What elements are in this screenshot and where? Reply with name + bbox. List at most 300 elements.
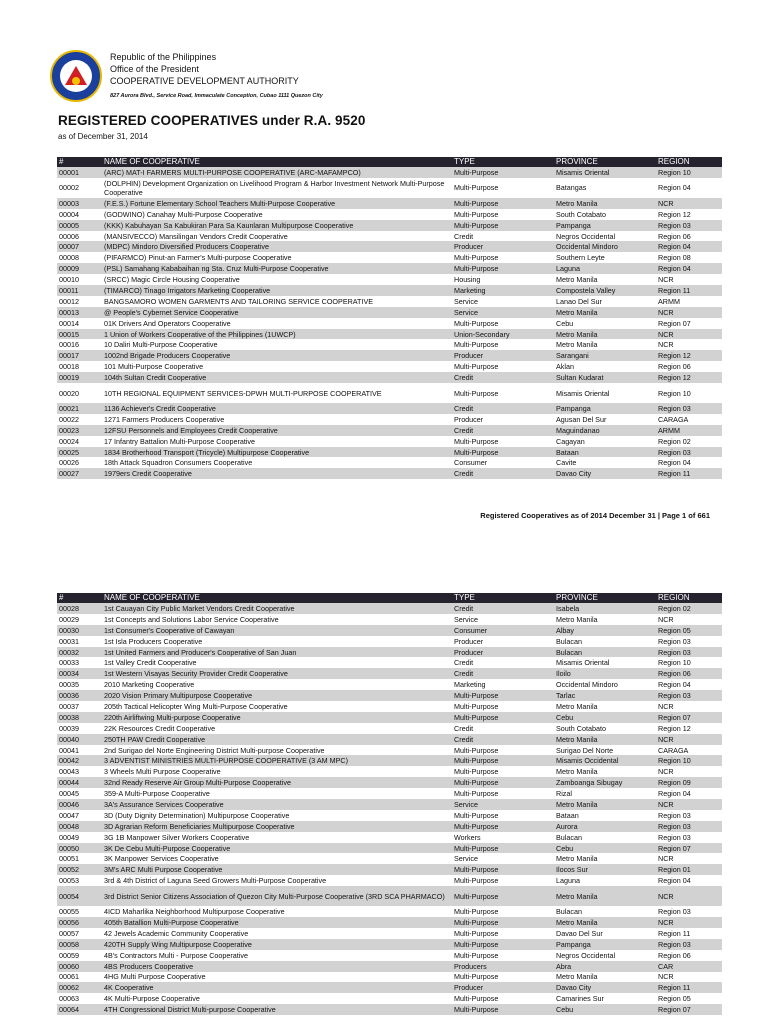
cell-number: 00063 xyxy=(59,994,79,1004)
cell-number: 00009 xyxy=(57,263,102,274)
cell-name: 3rd & 4th District of Laguna Seed Growers Multi-Purpose Cooperative xyxy=(104,876,327,886)
cell-type: Multi-Purpose xyxy=(454,907,499,917)
table-row xyxy=(57,972,722,983)
cell-name: 250TH PAW Credit Cooperative xyxy=(102,734,452,745)
cell-name: 104th Sultan Credit Cooperative xyxy=(102,372,452,383)
cell-region: Region 02 xyxy=(658,436,691,446)
cell-number: 00032 xyxy=(57,647,102,658)
cell-province: Camarines Sur xyxy=(556,994,604,1004)
cell-name: 1st Valley Credit Cooperative xyxy=(104,658,197,668)
cell-province: Ilocos Sur xyxy=(554,864,656,875)
cell-province: Aurora xyxy=(554,821,656,832)
cell-type: Multi-Purpose xyxy=(452,939,554,950)
table-row xyxy=(57,231,722,242)
cell-name: 3K Manpower Services Cooperative xyxy=(104,854,219,864)
table-row xyxy=(57,853,722,864)
cell-province: Batangas xyxy=(556,183,587,193)
cell-type: Multi-Purpose xyxy=(454,745,499,755)
cell-number: 00025 xyxy=(57,447,102,458)
cell-region: Region 06 xyxy=(658,231,691,241)
cell-name: 3 Wheels Multi Purpose Cooperative xyxy=(104,767,221,777)
cell-name: 1002nd Brigade Producers Cooperative xyxy=(102,350,452,361)
cell-name: 1271 Farmers Producers Cooperative xyxy=(104,414,225,424)
cell-type: Multi-Purpose xyxy=(452,447,554,458)
cell-province: Metro Manila xyxy=(554,329,656,340)
table-row xyxy=(57,468,722,479)
cell-number: 00041 xyxy=(59,745,79,755)
cell-type: Credit xyxy=(454,723,474,733)
table-row xyxy=(57,209,722,220)
cell-region: CARAGA xyxy=(658,414,689,424)
page-footer: Registered Cooperatives as of 2014 December 31 | Page 1 of 661 xyxy=(480,511,710,520)
cell-number: 00043 xyxy=(59,767,79,777)
cell-name: (TIMARCO) Tinago Irrigators Marketing Cooperative xyxy=(102,285,452,296)
cell-name: 220th Airliftwing Multi-purpose Cooperative xyxy=(102,712,452,723)
cell-type: Multi-Purpose xyxy=(452,690,554,701)
letterhead xyxy=(110,51,323,102)
table-row xyxy=(57,701,722,712)
cell-name: 3D (Duty Dignity Determination) Multipurpose Cooperative xyxy=(104,810,290,820)
cda-seal-logo xyxy=(50,50,102,102)
cell-region: Region 09 xyxy=(656,777,722,788)
cell-name: 1st Cauayan City Public Market Vendors Credit Cooperative xyxy=(102,603,452,614)
cell-region: Region 05 xyxy=(656,625,722,636)
cell-number: 00056 xyxy=(57,917,102,928)
cell-region: Region 03 xyxy=(658,636,691,646)
table-row xyxy=(57,745,722,756)
cell-name: 3K De Cebu Multi-Purpose Cooperative xyxy=(102,843,452,854)
cell-number: 00046 xyxy=(57,799,102,810)
cell-province: Isabela xyxy=(554,603,656,614)
table-header-row xyxy=(57,593,722,603)
cell-region: NCR xyxy=(656,198,722,209)
cell-number: 00010 xyxy=(59,275,79,285)
table-row xyxy=(57,339,722,350)
cell-province: Metro Manila xyxy=(554,198,656,209)
cell-region: Region 08 xyxy=(658,253,691,263)
cell-type: Workers xyxy=(454,832,481,842)
cell-type: Multi-Purpose xyxy=(452,263,554,274)
cell-province: Pampanga xyxy=(554,220,656,231)
table-row xyxy=(57,712,722,723)
cell-type: Multi-Purpose xyxy=(452,821,554,832)
cell-province: Laguna xyxy=(556,876,580,886)
cell-name: 4BS Producers Cooperative xyxy=(102,961,452,972)
cell-name: 3 ADVENTIST MINISTRIES MULTI-PURPOSE COOPERATIVE (3 AM MPC) xyxy=(102,755,452,766)
cell-province: Metro Manila xyxy=(556,614,598,624)
table-row xyxy=(57,939,722,950)
table-row xyxy=(57,906,722,917)
cell-name: 18th Attack Squadron Consumers Cooperative xyxy=(104,458,253,468)
cell-number: 00037 xyxy=(59,701,79,711)
cell-region: NCR xyxy=(658,972,674,982)
cell-name: 17 Infantry Battalion Multi-Purpose Cooperative xyxy=(104,436,256,446)
cell-type: Multi-Purpose xyxy=(452,167,554,178)
table-row xyxy=(57,723,722,734)
cell-province: Metro Manila xyxy=(554,886,656,906)
cell-region: Region 03 xyxy=(658,810,691,820)
cell-province: Zamboanga Sibugay xyxy=(554,777,656,788)
cell-type: Housing xyxy=(454,275,481,285)
cell-type: Multi-Purpose xyxy=(452,198,554,209)
cell-number: 00054 xyxy=(57,886,102,906)
col-header-province: PROVINCE xyxy=(554,593,656,603)
cell-type: Multi-Purpose xyxy=(454,701,499,711)
table-row xyxy=(57,198,722,209)
cell-region: Region 03 xyxy=(658,907,691,917)
cell-type: Multi-Purpose xyxy=(452,755,554,766)
cell-region: Region 07 xyxy=(658,318,691,328)
cell-name: 3rd District Senior Citizens Association of Quezon City Multi-Purpose Cooperative (3RD SCA PHARMACO) xyxy=(102,886,452,906)
table-row xyxy=(57,274,722,285)
cell-name: 1834 Brotherhood Transport (Tricycle) Multipurpose Cooperative xyxy=(102,447,452,458)
cell-region: Region 04 xyxy=(658,680,691,690)
cell-name: 22K Resources Credit Cooperative xyxy=(104,723,216,733)
cell-number: 00002 xyxy=(59,183,79,193)
col-header-number: # xyxy=(57,157,102,167)
cell-type: Multi-Purpose xyxy=(454,209,499,219)
cell-number: 00029 xyxy=(59,614,79,624)
cell-name: 205th Tactical Helicopter Wing Multi-Purpose Cooperative xyxy=(104,701,288,711)
cell-number: 00016 xyxy=(59,340,79,350)
cell-type: Multi-Purpose xyxy=(454,362,499,372)
cell-type: Multi-Purpose xyxy=(454,950,499,960)
cell-number: 00011 xyxy=(57,285,102,296)
cell-province: Metro Manila xyxy=(554,917,656,928)
table-row xyxy=(57,647,722,658)
cell-type: Multi-Purpose xyxy=(452,712,554,723)
cell-number: 00042 xyxy=(57,755,102,766)
cell-region: Region 02 xyxy=(656,603,722,614)
table-row xyxy=(57,372,722,383)
table-row xyxy=(57,220,722,231)
cell-type: Consumer xyxy=(454,458,488,468)
table-row xyxy=(57,734,722,745)
table-row xyxy=(57,864,722,875)
cell-province: Bulacan xyxy=(556,907,582,917)
cell-name: 101 Multi-Purpose Cooperative xyxy=(104,362,204,372)
table-row xyxy=(57,383,722,403)
cell-name: BANGSAMORO WOMEN GARMENTS AND TAILORING SERVICE COOPERATIVE xyxy=(104,296,374,306)
cell-province: South Cotabato xyxy=(556,723,606,733)
cell-type: Service xyxy=(452,307,554,318)
cell-region: Region 10 xyxy=(656,167,722,178)
cell-number: 00033 xyxy=(59,658,79,668)
cell-type: Union-Secondary xyxy=(452,329,554,340)
cell-number: 00057 xyxy=(59,928,79,938)
cell-province: Southern Leyte xyxy=(556,253,605,263)
cell-name: 4B's Contractors Multi - Purpose Cooperative xyxy=(104,950,248,960)
cell-type: Multi-Purpose xyxy=(454,789,499,799)
cell-region: Region 12 xyxy=(656,350,722,361)
table-row xyxy=(57,436,722,447)
cell-province: Davao City xyxy=(554,982,656,993)
table-row xyxy=(57,961,722,972)
cell-province: Misamis Oriental xyxy=(556,388,610,398)
cell-name: 1 Union of Workers Cooperative of the Philippines (1UWCP) xyxy=(102,329,452,340)
cell-type: Multi-Purpose xyxy=(454,318,499,328)
table-header-row xyxy=(57,157,722,167)
cell-name: 1st Concepts and Solutions Labor Service Cooperative xyxy=(104,614,279,624)
cell-region: NCR xyxy=(656,329,722,340)
cell-name: 4K Multi-Purpose Cooperative xyxy=(104,994,200,1004)
cell-region: Region 03 xyxy=(656,690,722,701)
table-row xyxy=(57,657,722,668)
cell-region: Region 04 xyxy=(658,876,691,886)
cell-province: Cagayan xyxy=(556,436,585,446)
cell-name: 10TH REGIONAL EQUIPMENT SERVICES-DPWH MULTI-PURPOSE COOPERATIVE xyxy=(104,388,382,398)
cell-number: 00008 xyxy=(59,253,79,263)
cell-name: 1st Consumer's Cooperative of Cawayan xyxy=(102,625,452,636)
as-of-date: as of December 31, 2014 xyxy=(58,132,148,141)
cell-region: Region 10 xyxy=(658,658,691,668)
cell-number: 00036 xyxy=(57,690,102,701)
cell-type: Marketing xyxy=(452,285,554,296)
col-header-type: TYPE xyxy=(452,157,554,167)
cell-type: Credit xyxy=(452,372,554,383)
cell-number: 00049 xyxy=(59,832,79,842)
letterhead-line-3: COOPERATIVE DEVELOPMENT AUTHORITY xyxy=(110,76,299,86)
cell-name: (MANSIVECCO) Mansilingan Vendors Credit Cooperative xyxy=(104,231,288,241)
cell-region: NCR xyxy=(658,701,674,711)
cell-province: South Cotabato xyxy=(556,209,606,219)
cell-region: Region 12 xyxy=(658,723,691,733)
cell-province: Bulacan xyxy=(556,636,582,646)
cell-type: Multi-Purpose xyxy=(452,886,554,906)
table-row xyxy=(57,457,722,468)
table-row xyxy=(57,307,722,318)
cell-type: Credit xyxy=(454,231,474,241)
cell-number: 00050 xyxy=(57,843,102,854)
cell-number: 00006 xyxy=(59,231,79,241)
cell-number: 00018 xyxy=(59,362,79,372)
cell-name: 1st Western Visayas Security Provider Credit Cooperative xyxy=(102,668,452,679)
cooperatives-table-page-1 xyxy=(57,157,722,479)
cell-province: Aklan xyxy=(556,362,574,372)
cell-number: 00015 xyxy=(57,329,102,340)
table-row xyxy=(57,766,722,777)
col-header-name: NAME OF COOPERATIVE xyxy=(102,593,452,603)
cell-province: Metro Manila xyxy=(556,701,598,711)
cell-region: NCR xyxy=(658,614,674,624)
cell-province: Metro Manila xyxy=(556,854,598,864)
cell-type: Multi-Purpose xyxy=(454,253,499,263)
cell-type: Marketing xyxy=(454,680,486,690)
cell-number: 00048 xyxy=(57,821,102,832)
table-row xyxy=(57,361,722,372)
cell-name: 12FSU Personnels and Employees Credit Cooperative xyxy=(102,425,452,436)
table-row xyxy=(57,263,722,274)
cell-name: 1st Isla Producers Cooperative xyxy=(104,636,203,646)
cell-region: Region 04 xyxy=(656,241,722,252)
cell-number: 00005 xyxy=(57,220,102,231)
table-row xyxy=(57,241,722,252)
cell-type: Service xyxy=(454,614,478,624)
table-row xyxy=(57,625,722,636)
table-row xyxy=(57,603,722,614)
cell-name: 4TH Congressional District Multi-purpose Cooperative xyxy=(102,1004,452,1015)
table-row xyxy=(57,886,722,906)
cell-province: Negros Occidental xyxy=(556,231,616,241)
cell-name: 420TH Supply Wing Multipurpose Cooperative xyxy=(102,939,452,950)
cell-type: Multi-Purpose xyxy=(454,876,499,886)
cell-province: Cebu xyxy=(554,1004,656,1015)
cell-province: Occidental Mindoro xyxy=(556,680,618,690)
cell-province: Maguindanao xyxy=(554,425,656,436)
table-row xyxy=(57,679,722,690)
cell-name: (DOLPHIN) Development Organization on Livelihood Program & Harbor Investment Network Multi-Purpose Cooperative xyxy=(104,178,445,197)
table-row xyxy=(57,832,722,843)
cell-province: Laguna xyxy=(554,263,656,274)
page-title: REGISTERED COOPERATIVES under R.A. 9520 xyxy=(58,113,366,128)
cell-type: Multi-Purpose xyxy=(452,220,554,231)
cell-type: Service xyxy=(452,799,554,810)
table-row xyxy=(57,950,722,961)
cell-province: Occidental Mindoro xyxy=(554,241,656,252)
cell-name: 2010 Marketing Cooperative xyxy=(104,680,195,690)
table-row xyxy=(57,285,722,296)
cell-type: Multi-Purpose xyxy=(454,810,499,820)
cell-name: 3D Agrarian Reform Beneficiaries Multipurpose Cooperative xyxy=(102,821,452,832)
cell-region: Region 12 xyxy=(656,372,722,383)
table-row xyxy=(57,917,722,928)
cell-type: Multi-Purpose xyxy=(454,928,499,938)
cell-type: Credit xyxy=(452,668,554,679)
cell-number: 00001 xyxy=(57,167,102,178)
table-row xyxy=(57,350,722,361)
cell-region: CAR xyxy=(656,961,722,972)
cell-province: Rizal xyxy=(556,789,572,799)
cell-region: Region 04 xyxy=(658,789,691,799)
cell-region: Region 11 xyxy=(656,285,722,296)
cell-province: Negros Occidental xyxy=(556,950,616,960)
table-row xyxy=(57,982,722,993)
cell-region: Region 03 xyxy=(658,832,691,842)
cell-province: Metro Manila xyxy=(554,799,656,810)
cell-number: 00013 xyxy=(57,307,102,318)
cell-type: Producer xyxy=(452,982,554,993)
cell-name: (SRCC) Magic Circle Housing Cooperative xyxy=(104,275,240,285)
cell-number: 00007 xyxy=(57,241,102,252)
cell-number: 00060 xyxy=(57,961,102,972)
cell-name: 1136 Achiever's Credit Cooperative xyxy=(102,403,452,414)
cell-province: Iloilo xyxy=(554,668,656,679)
cell-province: Albay xyxy=(554,625,656,636)
cell-type: Multi-Purpose xyxy=(454,388,499,398)
cell-type: Multi-Purpose xyxy=(452,1004,554,1015)
cell-name: 4K Cooperative xyxy=(102,982,452,993)
table-row xyxy=(57,296,722,307)
cell-number: 00024 xyxy=(59,436,79,446)
cell-type: Producer xyxy=(452,241,554,252)
cell-region: CARAGA xyxy=(658,745,689,755)
cell-name: 1979ers Credit Cooperative xyxy=(102,468,452,479)
cell-name: (MDPC) Mindoro Diversified Producers Cooperative xyxy=(102,241,452,252)
cell-province: Cebu xyxy=(554,712,656,723)
cell-province: Cebu xyxy=(554,843,656,854)
cell-region: Region 03 xyxy=(656,821,722,832)
cell-region: Region 12 xyxy=(658,209,691,219)
col-header-type: TYPE xyxy=(452,593,554,603)
cell-type: Producer xyxy=(452,647,554,658)
cell-number: 00062 xyxy=(57,982,102,993)
cell-name: 2020 Vision Primary Multipurpose Cooperative xyxy=(102,690,452,701)
cell-region: Region 10 xyxy=(658,388,691,398)
table-row xyxy=(57,875,722,886)
table-row xyxy=(57,414,722,425)
cell-name: (KKK) Kabuhayan Sa Kabukiran Para Sa Kaunlaran Multipurpose Cooperative xyxy=(102,220,452,231)
cell-name: @ People's Cybernet Service Cooperative xyxy=(102,307,452,318)
cell-region: Region 03 xyxy=(656,647,722,658)
cell-province: Metro Manila xyxy=(556,972,598,982)
cell-province: Bataan xyxy=(554,447,656,458)
cell-number: 00004 xyxy=(59,209,79,219)
cell-region: NCR xyxy=(658,340,674,350)
cell-type: Consumer xyxy=(452,625,554,636)
cell-type: Service xyxy=(454,854,478,864)
cell-name: 405th Batallion Multi-Purpose Cooperative xyxy=(102,917,452,928)
table-row xyxy=(57,821,722,832)
cell-province: Abra xyxy=(554,961,656,972)
table-row xyxy=(57,447,722,458)
cell-region: NCR xyxy=(656,734,722,745)
cell-type: Producer xyxy=(454,414,484,424)
table-row xyxy=(57,636,722,647)
cell-type: Multi-Purpose xyxy=(454,436,499,446)
cell-name: 1st United Farmers and Producer's Cooperative of San Juan xyxy=(102,647,452,658)
cell-region: Region 07 xyxy=(656,712,722,723)
cell-name: (F.E.S.) Fortune Elementary School Teachers Multi-Purpose Cooperative xyxy=(102,198,452,209)
cell-type: Multi-Purpose xyxy=(454,767,499,777)
cell-type: Credit xyxy=(452,603,554,614)
table-row xyxy=(57,843,722,854)
table-row xyxy=(57,178,722,198)
table-row xyxy=(57,668,722,679)
cell-region: Region 04 xyxy=(656,263,722,274)
cell-number: 00064 xyxy=(57,1004,102,1015)
cell-region: Region 05 xyxy=(658,994,691,1004)
cell-province: Bulacan xyxy=(554,647,656,658)
cell-region: Region 11 xyxy=(656,982,722,993)
cell-number: 00017 xyxy=(57,350,102,361)
cell-type: Credit xyxy=(452,403,554,414)
table-row xyxy=(57,799,722,810)
cell-type: Multi-Purpose xyxy=(454,994,499,1004)
table-row xyxy=(57,755,722,766)
cell-region: NCR xyxy=(656,886,722,906)
cell-name: (GODWINO) Canahay Multi-Purpose Cooperative xyxy=(104,209,263,219)
cell-province: Sarangani xyxy=(554,350,656,361)
cell-name: (PSL) Samahang Kababaihan ng Sta. Cruz Multi-Purpose Cooperative xyxy=(102,263,452,274)
table-row xyxy=(57,252,722,263)
cell-region: NCR xyxy=(658,767,674,777)
cell-type: Multi-Purpose xyxy=(454,183,499,193)
cell-type: Multi-Purpose xyxy=(452,917,554,928)
cell-name: 4ICD Maharlika Neighborhood Multipurpose Cooperative xyxy=(104,907,285,917)
cell-name: 10 Daliri Multi-Purpose Cooperative xyxy=(104,340,218,350)
letterhead-line-1: Republic of the Philippines xyxy=(110,52,217,62)
cell-region: ARMM xyxy=(656,425,722,436)
cell-region: Region 03 xyxy=(656,403,722,414)
table-row xyxy=(57,425,722,436)
cell-number: 00023 xyxy=(57,425,102,436)
cell-region: Region 03 xyxy=(656,939,722,950)
cell-province: Metro Manila xyxy=(556,340,598,350)
cell-number: 00035 xyxy=(59,680,79,690)
cell-type: Credit xyxy=(452,425,554,436)
table-row xyxy=(57,810,722,821)
cell-number: 00003 xyxy=(57,198,102,209)
